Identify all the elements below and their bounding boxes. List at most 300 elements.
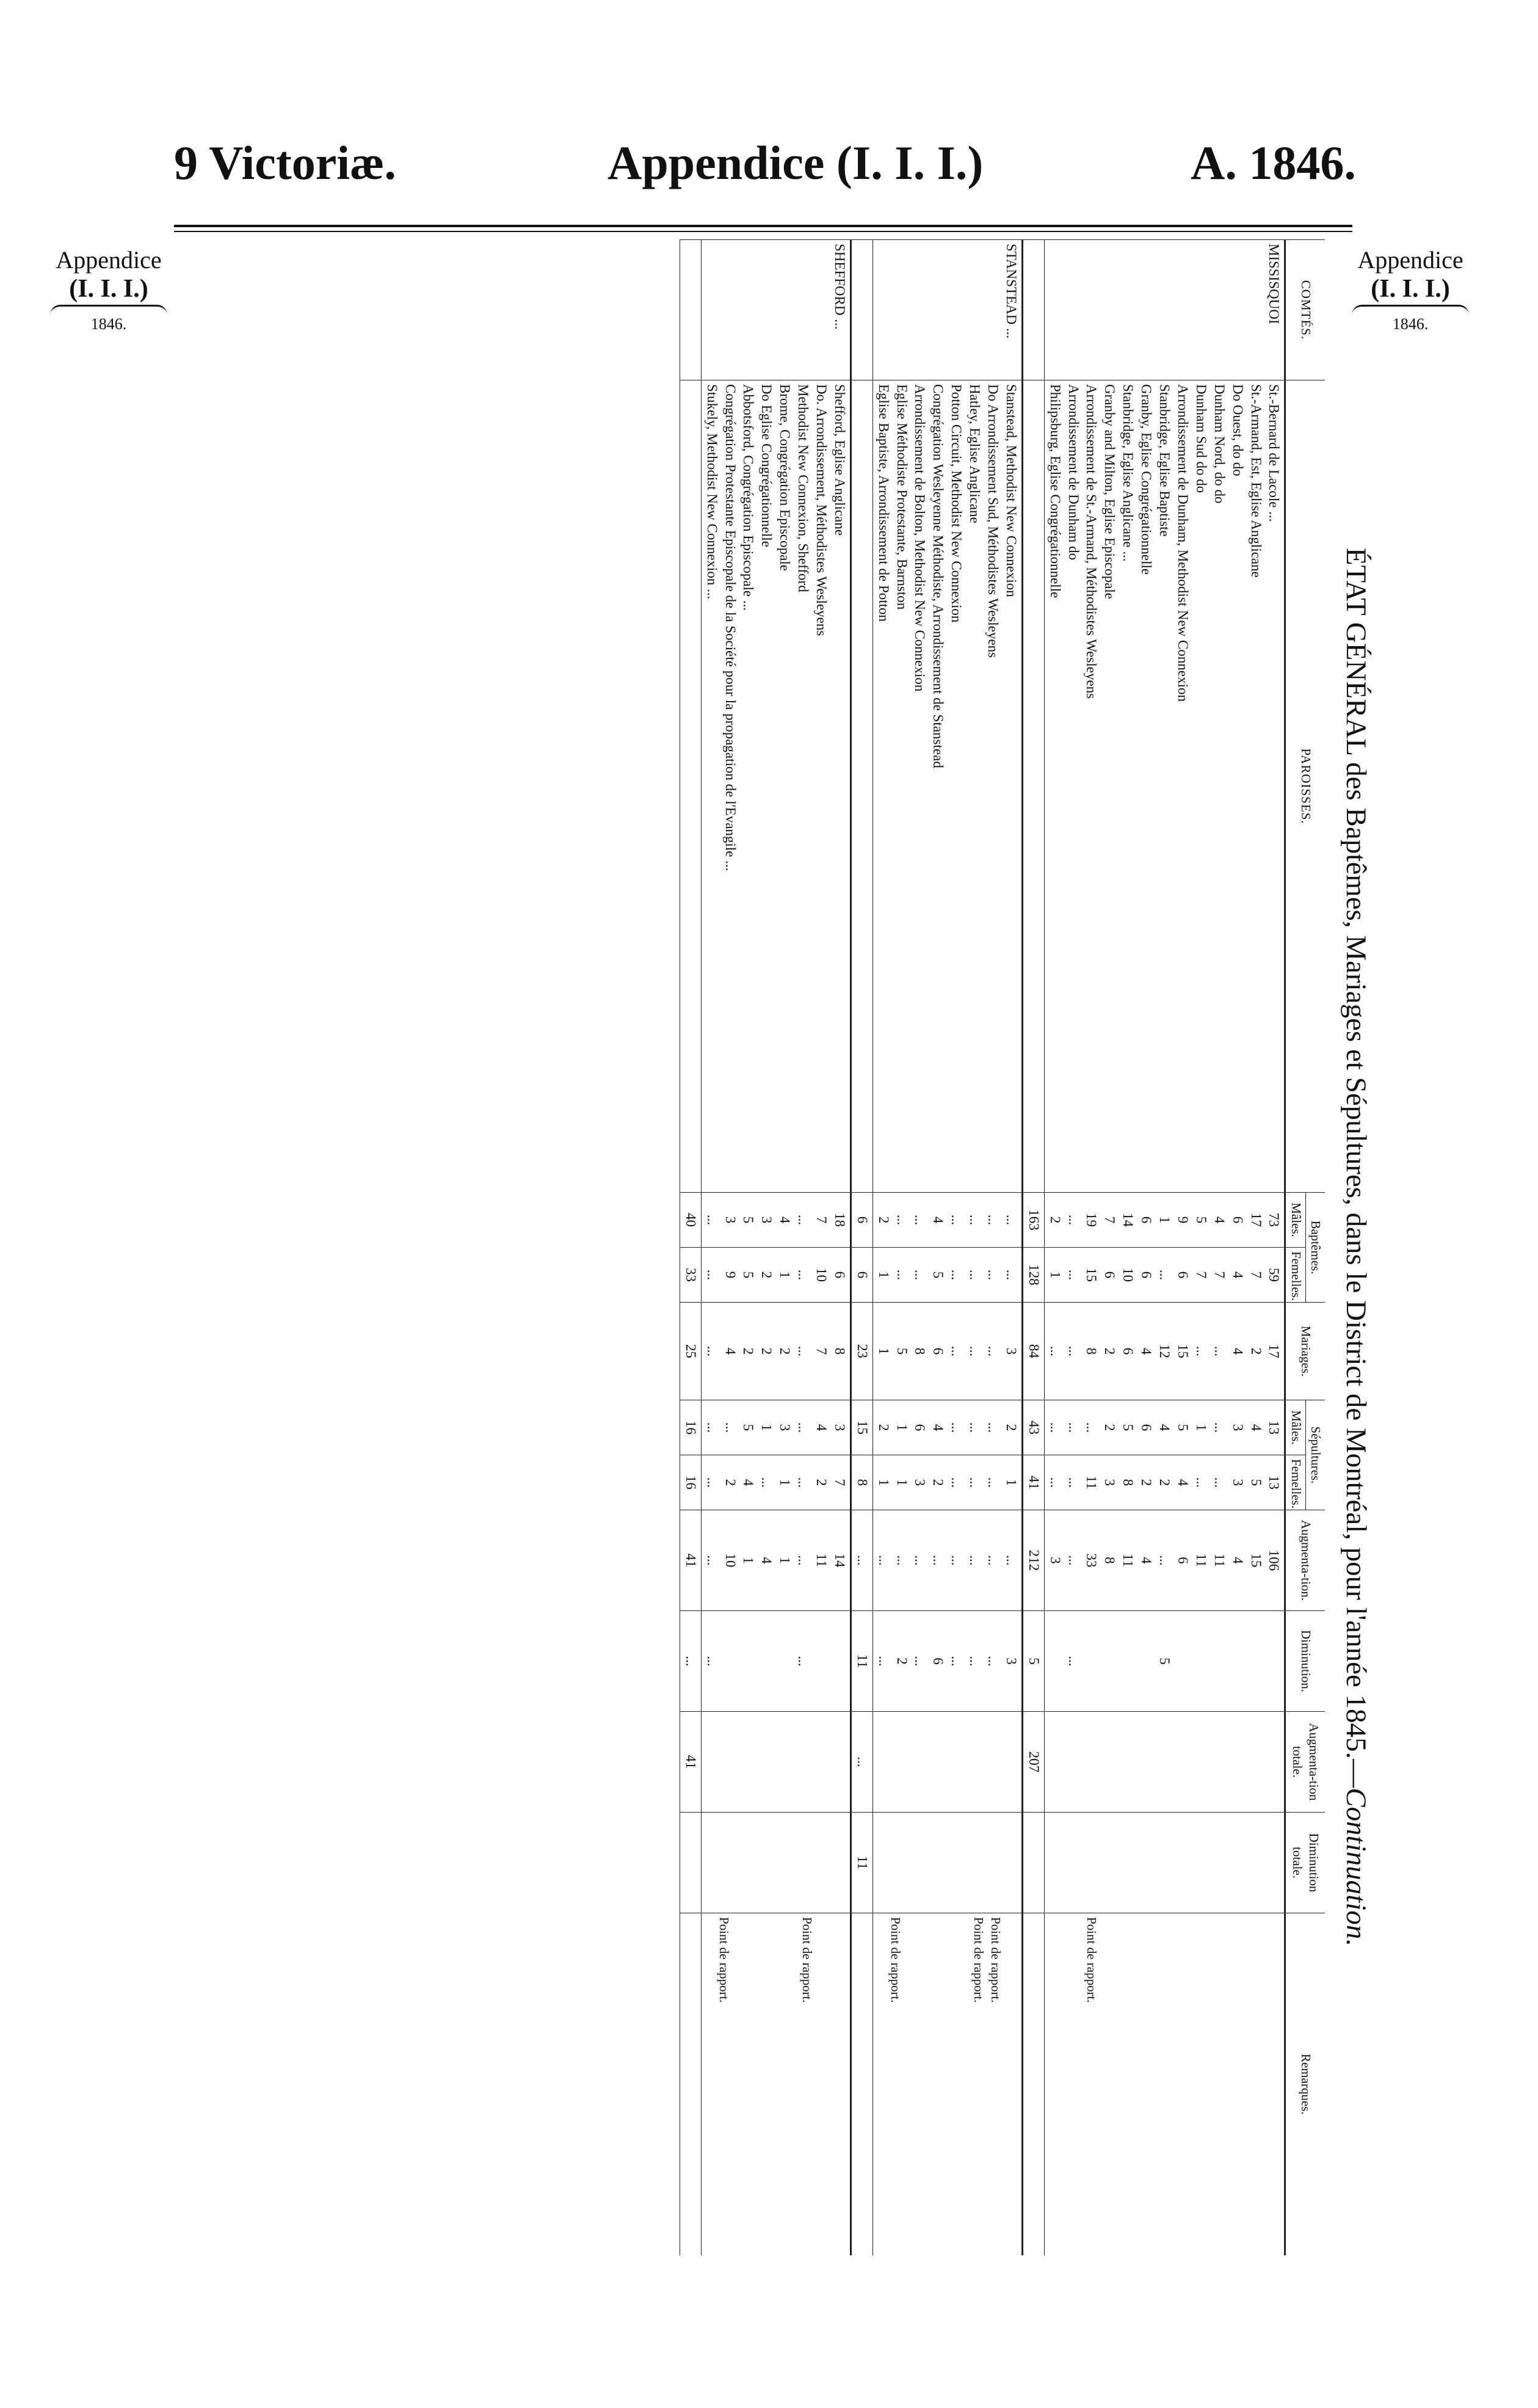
value: 8 bbox=[912, 1347, 928, 1355]
value: 11 bbox=[1120, 1553, 1136, 1568]
baptemes-males-values bbox=[872, 1193, 1022, 1248]
baptemes-femelles-values bbox=[701, 1248, 851, 1303]
parish-name: Hatley, Eglise Anglicane bbox=[967, 384, 983, 523]
spacer bbox=[1265, 1816, 1283, 1909]
spacer bbox=[830, 1715, 849, 1808]
value: ... bbox=[722, 1422, 738, 1433]
remark bbox=[954, 1917, 970, 2252]
value: 2 bbox=[1102, 1424, 1118, 1431]
remark bbox=[1100, 1917, 1116, 2252]
spacer bbox=[794, 1816, 812, 1909]
remark bbox=[765, 1917, 782, 2252]
parish-name: Shefford, Eglise Anglicane bbox=[832, 384, 847, 536]
value: 4 bbox=[759, 1557, 775, 1564]
augmentation-values bbox=[701, 1510, 851, 1611]
value bbox=[1228, 1615, 1247, 1708]
county-name: SHEFFORD ... bbox=[701, 240, 851, 380]
sepultures-femelles-values bbox=[872, 1455, 1022, 1510]
spacer bbox=[874, 1715, 893, 1808]
remark bbox=[1067, 1917, 1083, 2252]
value: 13 bbox=[1266, 1475, 1282, 1490]
value: 6 bbox=[1230, 1216, 1246, 1224]
value: 2 bbox=[1248, 1347, 1264, 1355]
spacer bbox=[984, 1715, 1002, 1808]
parish-name: Arrondissement de Bolton, Methodist New Connexion bbox=[912, 384, 928, 692]
value: ... bbox=[1065, 1422, 1081, 1433]
value: 1 bbox=[777, 1271, 793, 1279]
value: ... bbox=[912, 1269, 928, 1281]
remark bbox=[832, 1917, 849, 2252]
county-total-row bbox=[680, 240, 701, 2255]
spacer bbox=[1002, 1715, 1020, 1808]
value: 6 bbox=[1139, 1424, 1155, 1431]
parish-name: Stanbridge, Eglise Anglicane ... bbox=[1120, 384, 1136, 562]
mariages-values bbox=[1044, 1303, 1285, 1400]
col-diminution-totale: Diminution totale. bbox=[1285, 1813, 1325, 1913]
value: ... bbox=[949, 1477, 965, 1488]
baptemes-femelles-values bbox=[872, 1248, 1022, 1303]
augmentation-totale-values bbox=[1044, 1712, 1285, 1813]
value: 10 bbox=[1120, 1268, 1136, 1282]
value: ... bbox=[985, 1214, 1001, 1226]
value: 5 bbox=[741, 1216, 756, 1224]
value: 15 bbox=[1084, 1268, 1100, 1282]
side-label-right-title: Appendice bbox=[1357, 246, 1464, 274]
spacer bbox=[721, 1715, 739, 1808]
value: 6 bbox=[1175, 1271, 1191, 1279]
spacer bbox=[703, 1715, 721, 1808]
total-sf: 41 bbox=[1022, 1455, 1044, 1510]
value: 4 bbox=[1175, 1479, 1191, 1486]
value: ... bbox=[704, 1422, 720, 1433]
value: 106 bbox=[1266, 1549, 1282, 1571]
total-sf: 8 bbox=[851, 1455, 872, 1510]
value: 4 bbox=[1211, 1216, 1227, 1224]
value: 33 bbox=[1084, 1553, 1100, 1568]
diminution-values bbox=[1044, 1611, 1285, 1712]
spacer bbox=[929, 1816, 947, 1909]
value: 4 bbox=[722, 1347, 738, 1355]
value: ... bbox=[1047, 1477, 1063, 1488]
registry-table bbox=[680, 239, 1325, 2255]
side-label-left-year: 1846. bbox=[90, 315, 127, 333]
diminution-totale-values bbox=[872, 1813, 1022, 1913]
value: 17 bbox=[1248, 1213, 1264, 1227]
value: 8 bbox=[1084, 1347, 1100, 1355]
remarks-values bbox=[872, 1913, 1022, 2255]
diminution-values bbox=[872, 1611, 1022, 1712]
rotated-table-area bbox=[305, 239, 1380, 2255]
total-sm: 15 bbox=[851, 1400, 872, 1455]
value: 3 bbox=[1047, 1557, 1063, 1564]
total-spacer bbox=[851, 240, 872, 380]
value: 6 bbox=[1102, 1271, 1118, 1279]
remark: Point de rapport. bbox=[1084, 1917, 1100, 2003]
augmentation-values bbox=[1044, 1510, 1285, 1611]
value bbox=[739, 1615, 758, 1708]
value: 6 bbox=[1139, 1216, 1155, 1224]
parish-name: Arrondissement de Dunham, Methodist New Connexion bbox=[1175, 384, 1191, 702]
spacer bbox=[775, 1816, 794, 1909]
parish-list bbox=[701, 380, 851, 1193]
value: ... bbox=[796, 1214, 811, 1226]
value: 2 bbox=[759, 1271, 775, 1279]
col-comtes: COMTÉS. bbox=[1285, 240, 1325, 380]
parish-name: St.-Armand, Est, Eglise Anglicane bbox=[1248, 384, 1264, 578]
mariages-values bbox=[701, 1303, 851, 1400]
col-augmentation: Augmenta-tion. bbox=[1285, 1510, 1325, 1611]
value: 5 bbox=[1193, 1216, 1209, 1224]
value: ... bbox=[876, 1555, 891, 1566]
sepultures-femelles-values bbox=[1044, 1455, 1285, 1510]
parish-name: Philipsburg, Eglise Congrégationnelle bbox=[1047, 384, 1063, 598]
remark bbox=[1150, 1917, 1166, 2252]
spacer bbox=[757, 1816, 775, 1909]
value: 4 bbox=[1157, 1424, 1173, 1431]
value: 11 bbox=[1211, 1553, 1227, 1568]
sepultures-males-values bbox=[1044, 1400, 1285, 1455]
value: ... bbox=[1193, 1477, 1209, 1488]
mariages-values bbox=[872, 1303, 1022, 1400]
augmentation-values bbox=[872, 1510, 1022, 1611]
value: ... bbox=[704, 1555, 720, 1566]
total-mar: 25 bbox=[680, 1303, 701, 1400]
value: ... bbox=[796, 1422, 811, 1433]
col-baptemes-males: Mâles. bbox=[1285, 1193, 1305, 1248]
county-name: STANSTEAD ... bbox=[872, 240, 1022, 380]
value: 1 bbox=[759, 1424, 775, 1431]
value: 12 bbox=[1157, 1344, 1173, 1358]
value bbox=[1247, 1615, 1265, 1708]
remark bbox=[815, 1917, 832, 2252]
value: ... bbox=[759, 1477, 775, 1488]
parish-name: Do. Arrondissement, Méthodistes Wesleyens bbox=[814, 384, 830, 636]
total-bm: 6 bbox=[851, 1193, 872, 1248]
parish-name: Potton Circuit, Methodist New Connexion bbox=[949, 384, 965, 623]
value: ... bbox=[967, 1345, 983, 1357]
spacer bbox=[1192, 1715, 1210, 1808]
value: 4 bbox=[930, 1424, 946, 1431]
value bbox=[775, 1615, 794, 1708]
value: ... bbox=[985, 1422, 1001, 1433]
parish-name: Stanbridge, Eglise Baptiste bbox=[1157, 384, 1173, 537]
value: 11 bbox=[1084, 1475, 1100, 1490]
value: ... bbox=[949, 1555, 965, 1566]
spacer bbox=[1064, 1816, 1083, 1909]
total-spacer bbox=[1022, 1913, 1044, 2255]
remark bbox=[920, 1917, 937, 2252]
side-label-left-title: Appendice bbox=[56, 246, 162, 274]
spacer bbox=[947, 1715, 965, 1808]
value: ... bbox=[930, 1555, 946, 1566]
value: 2 bbox=[1139, 1479, 1155, 1486]
spacer bbox=[965, 1715, 984, 1808]
total-sm: 16 bbox=[680, 1400, 701, 1455]
value: 1 bbox=[1003, 1479, 1019, 1486]
parish-name: Granby and Milton, Eglise Episcopale bbox=[1102, 384, 1118, 599]
value: ... bbox=[1193, 1345, 1209, 1357]
remarks-values bbox=[701, 1913, 851, 2255]
col-remarques: Remarques. bbox=[1285, 1913, 1325, 2255]
spacer bbox=[1083, 1715, 1101, 1808]
value: 7 bbox=[814, 1347, 830, 1355]
value: 1 bbox=[1193, 1424, 1209, 1431]
value: 4 bbox=[1230, 1271, 1246, 1279]
spacer bbox=[893, 1816, 911, 1909]
remark bbox=[749, 1917, 765, 2252]
table-title-italic: Continuation. bbox=[1340, 1788, 1372, 1947]
value: 2 bbox=[894, 1657, 910, 1665]
parish-name: Methodist New Connexion, Shefford bbox=[796, 384, 811, 592]
value: 2 bbox=[876, 1424, 891, 1431]
spacer bbox=[1228, 1715, 1247, 1808]
value: ... bbox=[796, 1477, 811, 1488]
value: 9 bbox=[722, 1271, 738, 1279]
remark bbox=[1116, 1917, 1133, 2252]
total-aug: 41 bbox=[680, 1510, 701, 1611]
value bbox=[1210, 1615, 1228, 1708]
spacer bbox=[703, 1816, 721, 1909]
remark bbox=[1233, 1917, 1250, 2252]
spacer bbox=[911, 1816, 929, 1909]
value: ... bbox=[1211, 1345, 1227, 1357]
value: ... bbox=[912, 1555, 928, 1566]
parish-name: Eglise Baptiste, Arrondissement de Potton bbox=[876, 384, 891, 622]
spacer bbox=[1046, 1715, 1064, 1808]
table-body bbox=[680, 240, 1285, 2255]
value: ... bbox=[985, 1345, 1001, 1357]
value: 14 bbox=[1120, 1213, 1136, 1227]
col-augmentation-totale: Augmenta-tion totale. bbox=[1285, 1712, 1325, 1813]
value: 5 bbox=[741, 1271, 756, 1279]
value bbox=[1173, 1615, 1192, 1708]
spacer bbox=[1046, 1816, 1064, 1909]
county-block bbox=[701, 240, 851, 2255]
spacer bbox=[965, 1816, 984, 1909]
value: 5 bbox=[1175, 1424, 1191, 1431]
spacer bbox=[1119, 1715, 1137, 1808]
value: ... bbox=[1211, 1477, 1227, 1488]
value: ... bbox=[1084, 1422, 1100, 1433]
parish-name: Granby, Eglise Congrégationnelle bbox=[1139, 384, 1155, 575]
parish-name: Congrégation Protestante Episcopale de la Société pour la propagation de l'Evangile ... bbox=[722, 384, 738, 871]
value: 6 bbox=[1120, 1347, 1136, 1355]
value bbox=[1265, 1615, 1283, 1708]
value: 5 bbox=[1120, 1424, 1136, 1431]
value: ... bbox=[704, 1477, 720, 1488]
value: 4 bbox=[814, 1424, 830, 1431]
total-mar: 84 bbox=[1022, 1303, 1044, 1400]
total-bf: 6 bbox=[851, 1248, 872, 1303]
spacer bbox=[739, 1816, 758, 1909]
spacer bbox=[1002, 1816, 1020, 1909]
total-bm: 163 bbox=[1022, 1193, 1044, 1248]
value: 3 bbox=[1230, 1424, 1246, 1431]
value: ... bbox=[967, 1656, 983, 1667]
remark bbox=[1183, 1917, 1200, 2252]
value: 5 bbox=[1157, 1657, 1173, 1665]
value: 1 bbox=[876, 1347, 891, 1355]
side-brace-left bbox=[50, 305, 167, 315]
spacer bbox=[757, 1715, 775, 1808]
value: ... bbox=[1211, 1422, 1227, 1433]
total-spacer bbox=[680, 380, 701, 1193]
total-at: ... bbox=[851, 1712, 872, 1813]
value: 5 bbox=[894, 1347, 910, 1355]
spacer bbox=[947, 1816, 965, 1909]
total-bf: 33 bbox=[680, 1248, 701, 1303]
value bbox=[830, 1615, 849, 1708]
sepultures-femelles-values bbox=[701, 1455, 851, 1510]
remark: Point de rapport. bbox=[888, 1917, 903, 2003]
value: 3 bbox=[1003, 1347, 1019, 1355]
value: 1 bbox=[777, 1479, 793, 1486]
value: ... bbox=[949, 1422, 965, 1433]
parish-name: Stanstead, Methodist New Connexion bbox=[1003, 384, 1019, 597]
col-diminution: Diminution. bbox=[1285, 1611, 1325, 1712]
spacer bbox=[812, 1816, 830, 1909]
value: ... bbox=[985, 1269, 1001, 1281]
remark bbox=[732, 1917, 749, 2252]
value: 7 bbox=[1193, 1271, 1209, 1279]
total-spacer bbox=[1022, 380, 1044, 1193]
value bbox=[1101, 1615, 1119, 1708]
total-bm: 40 bbox=[680, 1193, 701, 1248]
total-spacer bbox=[680, 1913, 701, 2255]
spacer bbox=[1247, 1816, 1265, 1909]
value: 2 bbox=[759, 1347, 775, 1355]
value: ... bbox=[1065, 1477, 1081, 1488]
value: 3 bbox=[722, 1216, 738, 1224]
baptemes-males-values bbox=[1044, 1193, 1285, 1248]
remark bbox=[1216, 1917, 1233, 2252]
value: ... bbox=[704, 1269, 720, 1281]
value: 4 bbox=[1230, 1347, 1246, 1355]
rule-top-thin bbox=[174, 231, 1352, 232]
value: 2 bbox=[930, 1479, 946, 1486]
rule-top bbox=[174, 225, 1352, 227]
value: ... bbox=[796, 1555, 811, 1566]
parish-name: Do Arrondissement Sud, Méthodistes Wesleyens bbox=[985, 384, 1001, 658]
value: 15 bbox=[1175, 1344, 1191, 1358]
value bbox=[1119, 1615, 1137, 1708]
parish-name: Arrondissement de St.-Armand, Méthodistes Wesleyens bbox=[1084, 384, 1100, 699]
value bbox=[1046, 1615, 1064, 1708]
side-label-left bbox=[48, 246, 170, 333]
spacer bbox=[1137, 1715, 1155, 1808]
value: ... bbox=[985, 1477, 1001, 1488]
side-label-left-code: (I. I. I.) bbox=[69, 275, 148, 303]
value: ... bbox=[967, 1555, 983, 1566]
spacer bbox=[929, 1715, 947, 1808]
value: 59 bbox=[1266, 1268, 1282, 1282]
value: 9 bbox=[1175, 1216, 1191, 1224]
spacer bbox=[1155, 1715, 1173, 1808]
total-bf: 128 bbox=[1022, 1248, 1044, 1303]
value bbox=[721, 1615, 739, 1708]
parish-name: Abbotsford, Congrégation Episcopale ... bbox=[741, 384, 756, 611]
value: 5 bbox=[930, 1271, 946, 1279]
parish-list bbox=[872, 380, 1022, 1193]
remark bbox=[1166, 1917, 1183, 2252]
value: 8 bbox=[1102, 1557, 1118, 1564]
value: 3 bbox=[1003, 1657, 1019, 1665]
value: 5 bbox=[741, 1424, 756, 1431]
parish-name: Brome, Congrégation Episcopale bbox=[777, 384, 793, 571]
value: 4 bbox=[777, 1216, 793, 1224]
value bbox=[757, 1615, 775, 1708]
value: 2 bbox=[1102, 1347, 1118, 1355]
value: ... bbox=[949, 1214, 965, 1226]
value: 13 bbox=[1266, 1420, 1282, 1435]
value: ... bbox=[967, 1422, 983, 1433]
value: ... bbox=[704, 1345, 720, 1357]
value: 1 bbox=[876, 1479, 891, 1486]
spacer bbox=[1101, 1715, 1119, 1808]
diminution-values bbox=[701, 1611, 851, 1712]
spacer bbox=[775, 1715, 794, 1808]
value: 1 bbox=[777, 1557, 793, 1564]
baptemes-femelles-values bbox=[1044, 1248, 1285, 1303]
total-dt bbox=[1022, 1813, 1044, 1913]
value: 6 bbox=[912, 1424, 928, 1431]
county-total-row bbox=[851, 240, 872, 2255]
spacer bbox=[911, 1715, 929, 1808]
value: ... bbox=[1065, 1214, 1081, 1226]
side-label-right-year: 1846. bbox=[1392, 315, 1429, 333]
value: 1 bbox=[876, 1271, 891, 1279]
spacer bbox=[893, 1715, 911, 1808]
value: 3 bbox=[912, 1479, 928, 1486]
value: ... bbox=[949, 1345, 965, 1357]
value: 2 bbox=[1157, 1479, 1173, 1486]
value: 7 bbox=[1102, 1216, 1118, 1224]
remark bbox=[1133, 1917, 1150, 2252]
spacer bbox=[1173, 1715, 1192, 1808]
spacer bbox=[830, 1816, 849, 1909]
value: 6 bbox=[1139, 1271, 1155, 1279]
diminution-totale-values bbox=[1044, 1813, 1285, 1913]
value: ... bbox=[985, 1656, 1001, 1667]
value: 6 bbox=[930, 1347, 946, 1355]
value: 11 bbox=[814, 1553, 830, 1568]
value: 10 bbox=[814, 1268, 830, 1282]
remark bbox=[1250, 1917, 1266, 2252]
value: 1 bbox=[741, 1557, 756, 1564]
value: 1 bbox=[894, 1479, 910, 1486]
parish-name: Do Eglise Congrégationnelle bbox=[759, 384, 775, 547]
value: 8 bbox=[832, 1347, 847, 1355]
value: 2 bbox=[1003, 1424, 1019, 1431]
value: ... bbox=[1065, 1269, 1081, 1281]
value: 2 bbox=[814, 1479, 830, 1486]
value: 14 bbox=[832, 1553, 847, 1568]
total-sf: 16 bbox=[680, 1455, 701, 1510]
value: 2 bbox=[1047, 1216, 1063, 1224]
value: 6 bbox=[930, 1657, 946, 1665]
remark: Point de rapport. bbox=[988, 1917, 1003, 2003]
side-label-right-code: (I. I. I.) bbox=[1371, 275, 1450, 303]
value: ... bbox=[1065, 1555, 1081, 1566]
total-dim: ... bbox=[680, 1611, 701, 1712]
spacer bbox=[1155, 1816, 1173, 1909]
value: 17 bbox=[1266, 1344, 1282, 1358]
header-left: 9 Victoriæ. bbox=[174, 136, 396, 189]
value: 10 bbox=[722, 1553, 738, 1568]
parish-name: St.-Bernard de Lacole ... bbox=[1266, 384, 1282, 522]
value: ... bbox=[1065, 1656, 1081, 1667]
value: 1 bbox=[1047, 1271, 1063, 1279]
